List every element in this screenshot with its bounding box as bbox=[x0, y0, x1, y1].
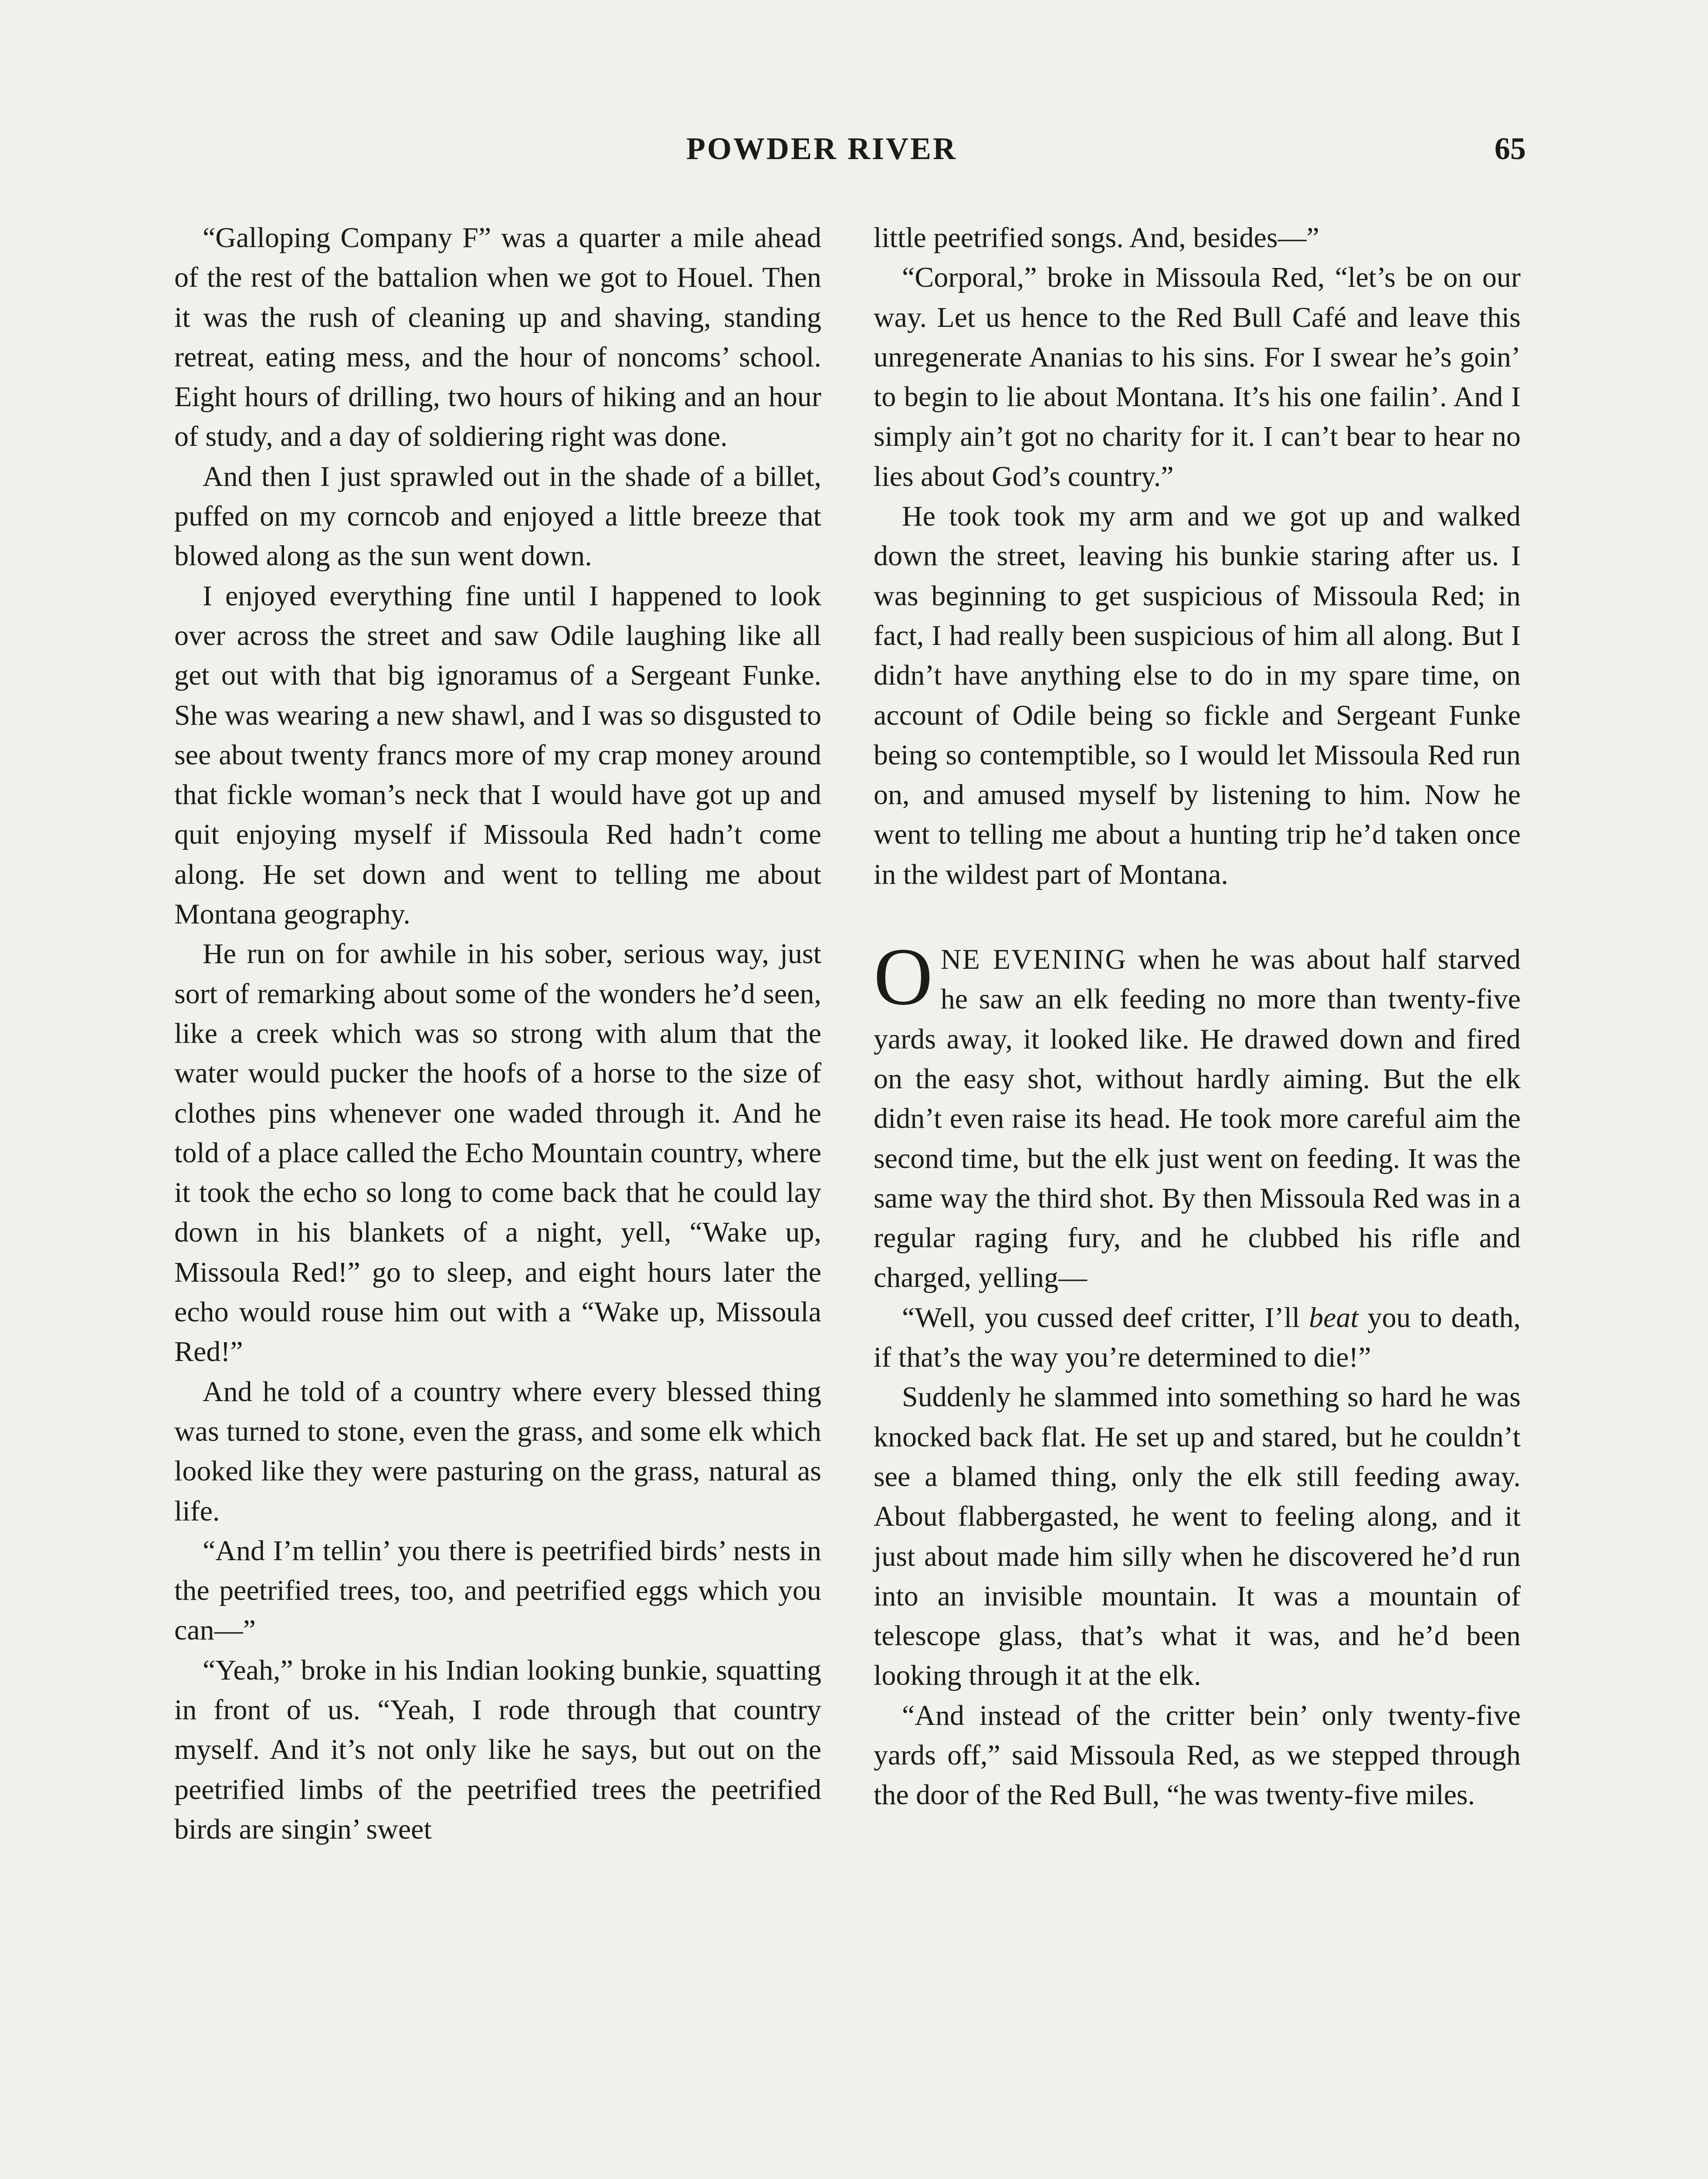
quote-end: you to death, if that’s the way you’re determined to die!” bbox=[874, 1301, 1521, 1374]
running-head: POWDER RIVER bbox=[686, 131, 958, 166]
paragraph: “Galloping Company F” was a quarter a mile ahead of the rest of the battalion when we got to Houel. Then it was the rush of cleaning up and shaving, standing retreat, eating mess, and the hour of noncoms’ school. Eight hours of drilling, two hours of hiking and an hour of study, and a day of soldiering right was done. bbox=[174, 222, 821, 453]
page-header bbox=[0, 131, 1708, 179]
quote-emphasis: beat bbox=[1309, 1301, 1359, 1334]
lead-in: NE EVENING bbox=[940, 944, 1127, 976]
opening-text: when he was about half starved he saw an elk feeding no more than twenty-five yards away, it looked like. He drawed down and fired on the easy shot, without hardly aiming. But the elk didn’t even raise its head. He took more careful aim the second time, but the elk just went on feeding. It was the same way the third shot. By then Missoula Red was in a regular raging fury, and he clubbed his rifle and charged, yelling— bbox=[874, 944, 1521, 1294]
paragraph: And he told of a country where every blessed thing was turned to stone, even the grass, and some elk which looked like they were pasturing on the grass, natural as life. bbox=[174, 1375, 821, 1527]
section-opening-paragraph bbox=[874, 931, 1521, 1298]
paragraph: “Yeah,” broke in his Indian looking bunkie, squatting in front of us. “Yeah, I rode through that country myself. And it’s not only like he says, but out on the peetrified limbs of the peetrified trees the peetrified birds are singin’ sweet bbox=[174, 1654, 821, 1845]
paragraph: He took took my arm and we got up and walked down the street, leaving his bunkie staring after us. I was beginning to get suspicious of Missoula Red; in fact, I had really been suspicious of him all along. But I didn’t have anything else to do in my spare time, on account of Odile being so fickle and Sergeant Funke being so contemptible, so I would let Missoula Red run on, and amused myself by listening to him. Now he went to telling me about a hunting trip he’d taken once in the wildest part of Montana. bbox=[874, 500, 1521, 890]
paragraph: “Corporal,” broke in Missoula Red, “let’s be on our way. Let us hence to the Red Bull Café and leave this unregenerate Ananias to his sins. For I swear he’s goin’ to begin to lie about Montana. It’s his one failin’. And I simply ain’t got no charity for it. I can’t bear to hear no lies about God’s country.” bbox=[874, 261, 1521, 492]
paragraph: “And I’m tellin’ you there is peetrified birds’ nests in the peetrified trees, too, and peetrified eggs which you can—” bbox=[174, 1534, 821, 1646]
quote-paragraph bbox=[874, 1298, 1521, 1378]
paragraph: I enjoyed everything fine until I happened to look over across the street and saw Odile laughing like all get out with that big ignoramus of a Sergeant Funke. She was wearing a new shawl, and I was so disgusted to see about twenty francs more of my crap money around that fickle woman’s neck that I would have got up and quit enjoying myself if Missoula Red hadn’t come along. He set down and went to telling me about Montana geography. bbox=[174, 580, 821, 930]
paragraph: “And instead of the critter bein’ only twenty-five yards off,” said Missoula Red, as we stepped through the door of the Red Bull, “he was twenty-five miles. bbox=[874, 1699, 1521, 1811]
paragraph: And then I just sprawled out in the shade of a billet, puffed on my corncob and enjoyed a little breeze that blowed along as the sun went down. bbox=[174, 460, 821, 572]
right-column bbox=[874, 218, 1521, 1815]
page-number: 65 bbox=[1494, 131, 1526, 166]
quote-start: “Well, you cussed deef critter, I’ll bbox=[902, 1301, 1309, 1334]
paragraph: Suddenly he slammed into something so hard he was knocked back flat. He set up and stared, but he couldn’t see a blamed thing, only the elk still feeding away. About flabbergasted, he went to feeling along, and it just about made him silly when he discovered he’d run into an invisible mountain. It was a mountain of telescope glass, that’s what it was, and he’d been looking through it at the elk. bbox=[874, 1381, 1521, 1692]
continued-paragraph: little peetrified songs. And, besides—” bbox=[874, 222, 1319, 254]
drop-cap: O bbox=[874, 931, 933, 1022]
paragraph: He run on for awhile in his sober, serious way, just sort of remarking about some of the wonders he’d seen, like a creek which was so strong with alum that the water would pucker the hoofs of a horse to the size of clothes pins whenever one waded through it. And he told of a place called the Echo Mountain country, where it took the echo so long to come back that he could lay down in his blankets of a night, yell, “Wake up, Missoula Red!” go to sleep, and eight hours later the echo would rouse him out with a “Wake up, Missoula Red!” bbox=[174, 938, 821, 1368]
left-column bbox=[174, 218, 821, 1849]
